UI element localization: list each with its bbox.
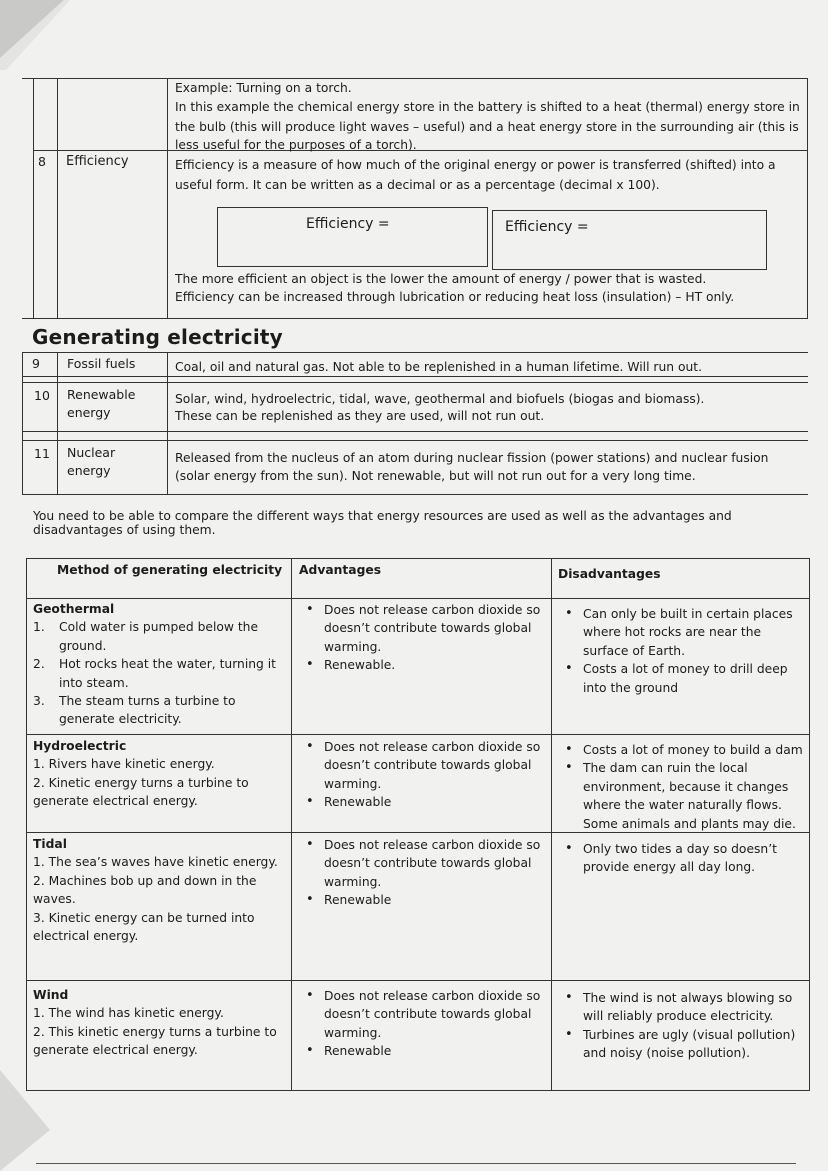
column-header: Method of generating electricity [57,563,283,577]
table-border [22,318,808,319]
example-line: less useful for the purposes of a torch). [175,138,417,152]
disadvantages-list [557,840,807,877]
row-number: 9 [32,356,40,371]
list-item: • Does not release carbon dioxide so doesn’t contribute towards global warming. [298,738,548,793]
method-name: Tidal [33,837,67,851]
example-line: In this example the chemical energy store in the battery is shifted to a heat (thermal) energy store in [175,100,800,114]
row-number: 8 [38,154,46,169]
method-step: 1. Cold water is pumped below the [33,620,259,635]
efficiency-note: The more efficient an object is the lower the amount of energy / power that is wasted. [175,272,707,286]
table-border [22,440,808,441]
row-term: Nuclear [67,445,116,460]
row-definition: (solar energy from the sun). Not renewable, but will not run out for a very long time. [175,469,696,483]
method-step: into steam. [59,675,129,690]
row-number: 11 [34,446,50,461]
method-step: ground. [59,638,107,653]
row-term: Efficiency [66,154,129,169]
compare-intro: disadvantages of using them. [33,523,216,537]
table-border [33,150,808,151]
section-heading: Generating electricity [32,325,283,349]
method-step: 1. The wind has kinetic energy. [33,1006,224,1021]
definition-line: useful form. It can be written as a decimal or as a percentage (decimal x 100). [175,178,660,192]
table-border [26,1090,810,1091]
formula-label: Efficiency = [505,219,589,235]
method-step: 3. The steam turns a turbine to [33,694,236,709]
row-term: Fossil fuels [67,356,136,371]
method-step: generate electricity. [59,712,182,727]
table-border [22,352,23,494]
method-step: 2. Hot rocks heat the water, turning it [33,657,276,672]
list-item: • Renewable. [298,656,548,674]
table-border [26,558,810,559]
row-term: Renewable [67,387,136,402]
table-border [167,352,168,494]
list-item: • The wind is not always blowing so will reliably produce electricity. [557,989,809,1026]
method-cell [33,600,288,729]
method-cell [33,737,288,811]
disadvantages-list [557,741,809,833]
table-border [26,980,810,981]
list-item: • Costs a lot of money to drill deep into the ground [557,660,807,697]
table-border [57,352,58,494]
method-step: 2. Kinetic energy turns a turbine to [33,775,249,790]
table-border [26,558,27,1090]
definition-line: Efficiency is a measure of how much of the original energy or power is transferred (shifted) into a [175,158,776,172]
column-header: Advantages [299,563,382,577]
method-name: Wind [33,988,69,1002]
list-item: • The dam can ruin the local environment, because it changes where the water naturally flows. Some animals and plants may die. [557,759,809,833]
table-border [291,558,292,1090]
method-step: 2. Machines bob up and down in the [33,873,257,888]
row-definition: These can be replenished as they are used, will not run out. [175,409,545,423]
table-border [57,78,58,318]
efficiency-note: Efficiency can be increased through lubrication or reducing heat loss (insulation) – HT only. [175,290,735,304]
list-item: • Renewable [298,793,548,811]
method-step: 1. The sea’s waves have kinetic energy. [33,855,278,870]
row-definition: Solar, wind, hydroelectric, tidal, wave, geothermal and biofuels (biogas and biomass). [175,392,705,406]
efficiency-formula-box [217,207,488,267]
list-item: • Does not release carbon dioxide so doesn’t contribute towards global warming. [298,987,548,1042]
method-name: Geothermal [33,602,115,616]
method-step: generate electrical energy. [33,1043,198,1058]
example-title: Example: Turning on a torch. [175,81,352,95]
list-item: • Renewable [298,891,548,909]
example-line: the bulb (this will produce light waves – useful) and a heat energy store in the surrounding air (this is [175,120,799,134]
row-term: energy [67,463,111,478]
list-item: • Costs a lot of money to build a dam [557,741,809,759]
list-item: • Renewable [298,1042,548,1060]
method-cell [33,835,288,945]
page-bottom-rule [36,1163,796,1164]
method-name: Hydroelectric [33,739,127,753]
list-item: • Turbines are ugly (visual pollution) and noisy (noise pollution). [557,1026,809,1063]
table-border [167,78,168,318]
column-header: Disadvantages [558,567,661,581]
list-item: • Can only be built in certain places where hot rocks are near the surface of Earth. [557,605,807,660]
table-border [22,494,808,495]
disadvantages-list [557,605,807,697]
advantages-list [298,987,548,1061]
efficiency-formula-box [492,210,767,270]
table-border [551,558,552,1090]
table-border [22,431,808,432]
table-border [22,352,808,353]
advantages-list [298,738,548,812]
method-step: electrical energy. [33,929,139,944]
method-step: waves. [33,892,76,907]
compare-intro: You need to be able to compare the different ways that energy resources are used as well as the advantages and [33,509,732,523]
row-definition: Released from the nucleus of an atom during nuclear fission (power stations) and nuclear fusion [175,451,769,465]
page-bottom-shadow [0,1060,60,1171]
method-step: 1. Rivers have kinetic energy. [33,757,215,772]
list-item: • Does not release carbon dioxide so doesn’t contribute towards global warming. [298,601,548,656]
table-border [22,382,808,383]
table-border [22,78,808,79]
formula-label: Efficiency = [306,216,390,232]
list-item: • Only two tides a day so doesn’t provide energy all day long. [557,840,807,877]
method-step: generate electrical energy. [33,794,198,809]
table-border [26,598,810,599]
table-border [809,558,810,1090]
advantages-list [298,601,548,675]
page-corner-shadow [0,0,70,70]
advantages-list [298,836,548,910]
row-number: 10 [34,388,50,403]
method-cell [33,986,288,1060]
list-item: • Does not release carbon dioxide so doesn’t contribute towards global warming. [298,836,548,891]
method-step: 3. Kinetic energy can be turned into [33,910,255,925]
table-border [807,78,808,318]
row-term: energy [67,405,111,420]
row-definition: Coal, oil and natural gas. Not able to be replenished in a human lifetime. Will run out. [175,360,703,374]
table-border [33,78,34,318]
disadvantages-list [557,989,809,1063]
method-step: 2. This kinetic energy turns a turbine to [33,1024,277,1039]
table-border [26,734,810,735]
